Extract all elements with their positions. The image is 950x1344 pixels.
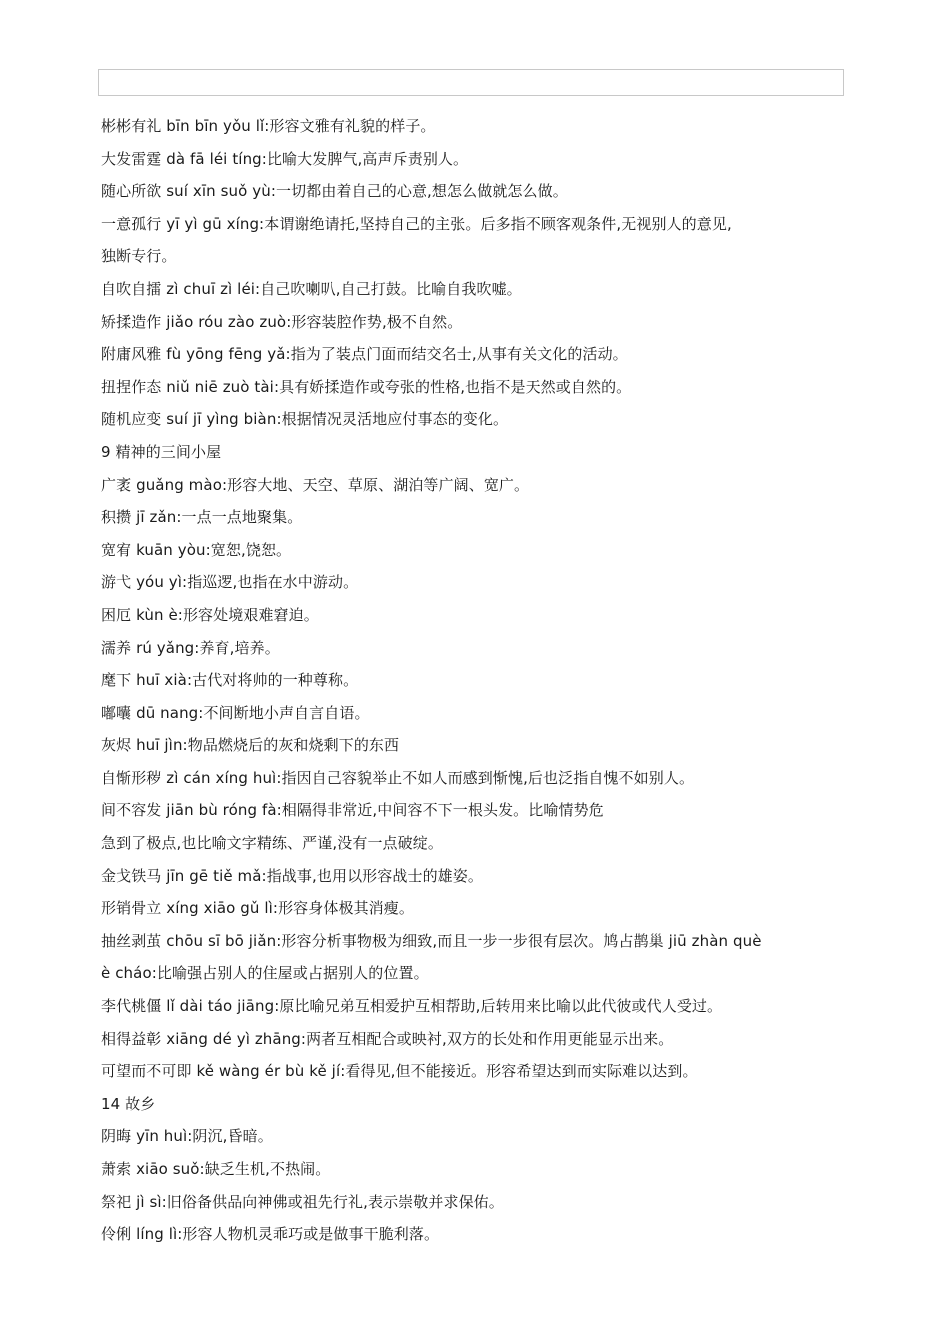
text-line: 扭捏作态 niǔ niē zuò tài:具有娇揉造作或夸张的性格,也指不是天然或自然的。 [101,377,632,396]
document-body [101,110,851,1251]
text-line: 急到了极点,也比喻文字精练、严谨,没有一点破绽。 [101,834,443,853]
text-line: 嘟囔 dū nang:不间断地小声自言自语。 [101,703,370,722]
text-line: 伶俐 líng lì:形容人物机灵乖巧或是做事干脆利落。 [101,1225,440,1244]
section-heading: 9 精神的三间小屋 [101,442,222,461]
text-line: 萧索 xiāo suǒ:缺乏生机,不热闹。 [101,1160,331,1178]
text-line: 积攒 jī zǎn:一点一点地聚集。 [101,508,303,527]
text-line: 形销骨立 xíng xiāo gǔ lì:形容身体极其消瘦。 [101,899,414,918]
text-line: 彬彬有礼 bīn bīn yǒu lǐ:形容文雅有礼貌的样子。 [101,117,436,135]
header-box [98,69,844,96]
text-line: 祭祀 jì sì:旧俗备供品向神佛或祖先行礼,表示崇敬并求保佑。 [101,1192,504,1211]
text-line: 抽丝剥茧 chōu sī bō jiǎn:形容分析事物极为细致,而且一步一步很有层次。鸠占鹊巢 jiū zhàn què [101,931,762,950]
text-line: 独断专行。 [101,247,177,266]
text-line: 灰烬 huī jìn:物品燃烧后的灰和烧剩下的东西 [101,736,400,755]
text-line: 困厄 kùn è:形容处境艰难窘迫。 [101,605,319,624]
text-line: 可望而不可即 kě wàng ér bù kě jí:看得见,但不能接近。形容希望达到而实际难以达到。 [101,1062,698,1081]
text-line: 宽宥 kuān yòu:宽恕,饶恕。 [101,540,292,559]
text-line: 自惭形秽 zì cán xíng huì:指因自己容貌举止不如人而感到惭愧,后也泛指自愧不如别人。 [101,768,695,787]
text-line: 相得益彰 xiāng dé yì zhāng:两者互相配合或映衬,双方的长处和作用更能显示出来。 [101,1029,674,1048]
text-line: 附庸风雅 fù yōng fēng yǎ:指为了装点门面而结交名士,从事有关文化的活动。 [101,345,628,364]
text-line: 一意孤行 yī yì gū xíng:本谓谢绝请托,坚持自己的主张。后多指不顾客观条件,无视别人的意见, [101,214,732,233]
text-line: 矫揉造作 jiǎo róu zào zuò:形容装腔作势,极不自然。 [101,312,463,331]
section-heading: 14 故乡 [101,1094,156,1113]
text-line: 游弋 yóu yì:指巡逻,也指在水中游动。 [101,573,359,592]
text-line: 间不容发 jiān bù róng fà:相隔得非常近,中间容不下一根头发。比喻情势危 [101,801,604,820]
text-line: 随机应变 suí jī yìng biàn:根据情况灵活地应付事态的变化。 [101,410,509,429]
text-line: 广袤 guǎng mào:形容大地、天空、草原、湖泊等广阔、宽广。 [101,475,530,494]
text-line: 李代桃僵 lǐ dài táo jiāng:原比喻兄弟互相爱护互相帮助,后转用来比喻以此代彼或代人受过。 [101,997,723,1016]
text-line: 大发雷霆 dà fā léi tíng:比喻大发脾气,高声斥责别人。 [101,149,469,168]
text-line: 自吹自擂 zì chuī zì léi:自己吹喇叭,自己打鼓。比喻自我吹嘘。 [101,279,522,298]
text-line: 濡养 rú yǎng:养育,培养。 [101,638,280,657]
text-line: 金戈铁马 jīn gē tiě mǎ:指战事,也用以形容战士的雄姿。 [101,866,483,885]
text-line: 阴晦 yīn huì:阴沉,昏暗。 [101,1127,273,1146]
text-line: 随心所欲 suí xīn suǒ yù:一切都由着自己的心意,想怎么做就怎么做。 [101,182,568,201]
text-line: è cháo:比喻强占别人的住屋或占据别人的位置。 [101,964,429,983]
text-line: 麾下 huī xià:古代对将帅的一种尊称。 [101,671,359,690]
